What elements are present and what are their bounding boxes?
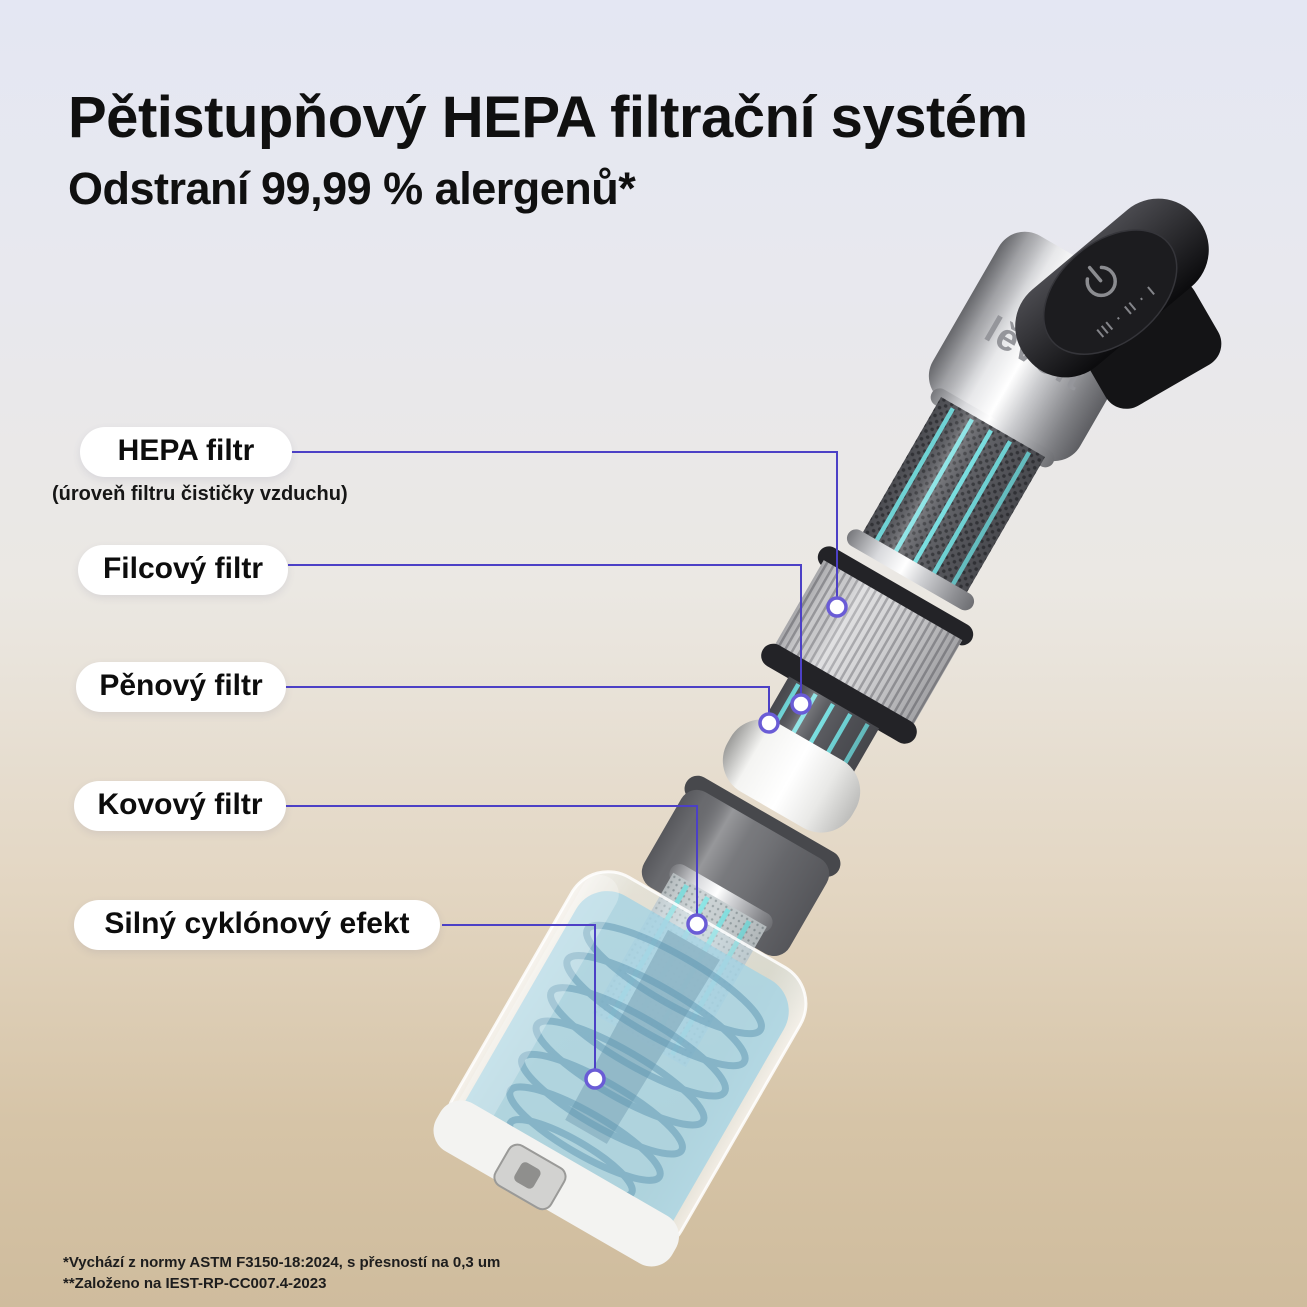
label-metal-filter-text: Kovový filtr — [97, 788, 263, 821]
label-foam-filter-text: Pěnový filtr — [99, 669, 263, 702]
connector-felt — [288, 565, 801, 694]
label-metal-filter — [74, 781, 286, 831]
label-cyclone-effect — [74, 900, 440, 950]
label-hepa-filter — [80, 427, 292, 477]
endpoint-foam — [760, 714, 778, 732]
endpoint-hepa — [828, 598, 846, 616]
footnote-1: *Vychází z normy ASTM F3150-18:2024, s přesností na 0,3 um — [63, 1254, 501, 1271]
label-foam-filter — [76, 662, 286, 712]
power-levels-label: III · II · I — [1093, 281, 1160, 341]
footnotes — [63, 1252, 500, 1294]
label-felt-filter-text: Filcový filtr — [102, 552, 264, 585]
connector-foam — [285, 687, 769, 713]
page-subtitle: Odstraní 99,99 % alergenů* — [68, 162, 636, 214]
page-title: Pětistupňový HEPA filtrační systém — [68, 85, 1028, 150]
endpoint-cyclone — [586, 1070, 604, 1088]
label-cyclone-effect-text: Silný cyklónový efekt — [104, 907, 410, 940]
footnote-2: **Založeno na IEST-RP-CC007.4-2023 — [63, 1275, 327, 1292]
endpoint-felt — [792, 695, 810, 713]
header — [68, 85, 1028, 215]
label-felt-filter — [78, 545, 288, 595]
connector-hepa — [290, 452, 837, 597]
endpoint-metal — [688, 915, 706, 933]
label-hepa-filter-note: (úroveň filtru čističky vzduchu) — [52, 483, 348, 505]
label-hepa-filter-text: HEPA filtr — [117, 434, 255, 467]
